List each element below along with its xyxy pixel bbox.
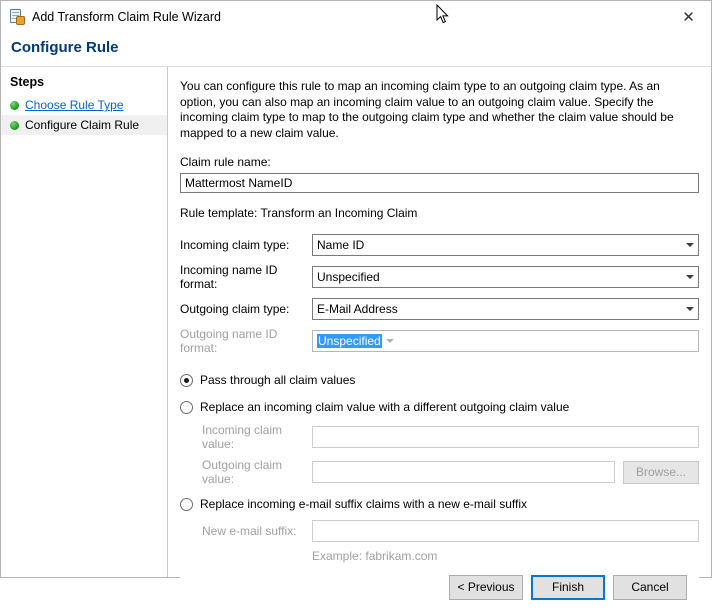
intro-text: You can configure this rule to map an incoming claim type to an outgoing claim type. As an option, you can also map an incoming claim value to an outgoing claim value. Specify the incoming claim type to map to the outgoing claim type and whether the claim value should be mapped to a new claim value. <box>180 79 674 140</box>
steps-heading: Steps <box>10 75 45 89</box>
finish-button[interactable]: Finish <box>531 575 605 600</box>
label-outgoing-claim-value: Outgoing claim value: <box>202 458 283 486</box>
steps-panel <box>1 67 168 577</box>
value-outgoing-name-id-format: Unspecified <box>318 334 381 348</box>
sidebar-item-choose-rule-type[interactable] <box>1 95 167 115</box>
label-outgoing-name-id-format: Outgoing name ID format: <box>180 327 278 355</box>
value-incoming-name-id-format: Unspecified <box>317 270 380 284</box>
radio-replace-incoming-claim-value[interactable] <box>180 400 699 414</box>
row-outgoing-claim-value <box>202 458 699 486</box>
row-outgoing-name-id-format <box>180 327 699 355</box>
wizard-document-icon <box>9 9 25 25</box>
chevron-down-icon[interactable] <box>681 267 698 287</box>
browse-button: Browse... <box>623 461 699 484</box>
row-incoming-name-id-format <box>180 263 699 291</box>
label-incoming-claim-type: Incoming claim type: <box>180 238 290 252</box>
label-new-email-suffix: New e-mail suffix: <box>202 524 297 538</box>
radio-pass-through-all-claim-values[interactable] <box>180 373 699 387</box>
row-outgoing-claim-type <box>180 298 699 320</box>
previous-button[interactable]: < Previous <box>449 575 523 600</box>
rule-template-text: Rule template: Transform an Incoming Claim <box>180 206 418 220</box>
value-incoming-claim-type: Name ID <box>317 238 365 252</box>
select-outgoing-claim-type[interactable] <box>312 298 699 320</box>
chevron-down-icon <box>382 331 399 351</box>
select-incoming-name-id-format[interactable] <box>312 266 699 288</box>
claim-rule-name-value: Mattermost NameID <box>185 176 293 190</box>
radio-label-pass-through: Pass through all claim values <box>200 373 356 387</box>
radio-label-replace-claim-value: Replace an incoming claim value with a different outgoing claim value <box>200 400 570 414</box>
footer-buttons <box>180 563 699 611</box>
title-bar <box>1 1 711 33</box>
input-outgoing-claim-value <box>312 461 615 483</box>
radio-icon-unchecked[interactable] <box>180 498 193 511</box>
row-incoming-claim-value <box>202 423 699 451</box>
label-incoming-claim-value: Incoming claim value: <box>202 423 283 451</box>
label-incoming-name-id-format: Incoming name ID format: <box>180 263 278 291</box>
radio-icon-checked[interactable] <box>180 374 193 387</box>
chevron-down-icon[interactable] <box>681 235 698 255</box>
close-icon[interactable]: ✕ <box>682 8 695 26</box>
claim-rule-name-input[interactable] <box>180 173 699 193</box>
label-outgoing-claim-type: Outgoing claim type: <box>180 302 290 316</box>
input-new-email-suffix <box>312 520 699 542</box>
row-new-email-suffix <box>202 520 699 542</box>
radio-replace-email-suffix[interactable] <box>180 497 699 511</box>
chevron-down-icon[interactable] <box>681 299 698 319</box>
step-label-choose-rule-type[interactable]: Choose Rule Type <box>25 98 124 112</box>
value-outgoing-claim-type: E-Mail Address <box>317 302 398 316</box>
step-current-icon <box>10 121 19 130</box>
radio-icon-unchecked[interactable] <box>180 401 193 414</box>
select-incoming-claim-type[interactable] <box>312 234 699 256</box>
input-incoming-claim-value <box>312 426 699 448</box>
mouse-cursor-icon <box>437 5 449 24</box>
main-panel <box>168 67 711 594</box>
cancel-button[interactable]: Cancel <box>613 575 687 600</box>
step-label-configure-claim-rule: Configure Claim Rule <box>25 118 140 132</box>
page-title: Configure Rule <box>1 33 711 66</box>
claim-rule-name-label: Claim rule name: <box>180 155 271 169</box>
wizard-body <box>1 66 711 594</box>
row-incoming-claim-type <box>180 234 699 256</box>
step-complete-icon <box>10 101 19 110</box>
window-title: Add Transform Claim Rule Wizard <box>32 10 221 24</box>
radio-label-replace-email-suffix: Replace incoming e-mail suffix claims with a new e-mail suffix <box>200 497 528 511</box>
example-text: Example: fabrikam.com <box>312 549 438 563</box>
select-outgoing-name-id-format <box>312 330 699 352</box>
sidebar-item-configure-claim-rule[interactable] <box>1 115 167 135</box>
